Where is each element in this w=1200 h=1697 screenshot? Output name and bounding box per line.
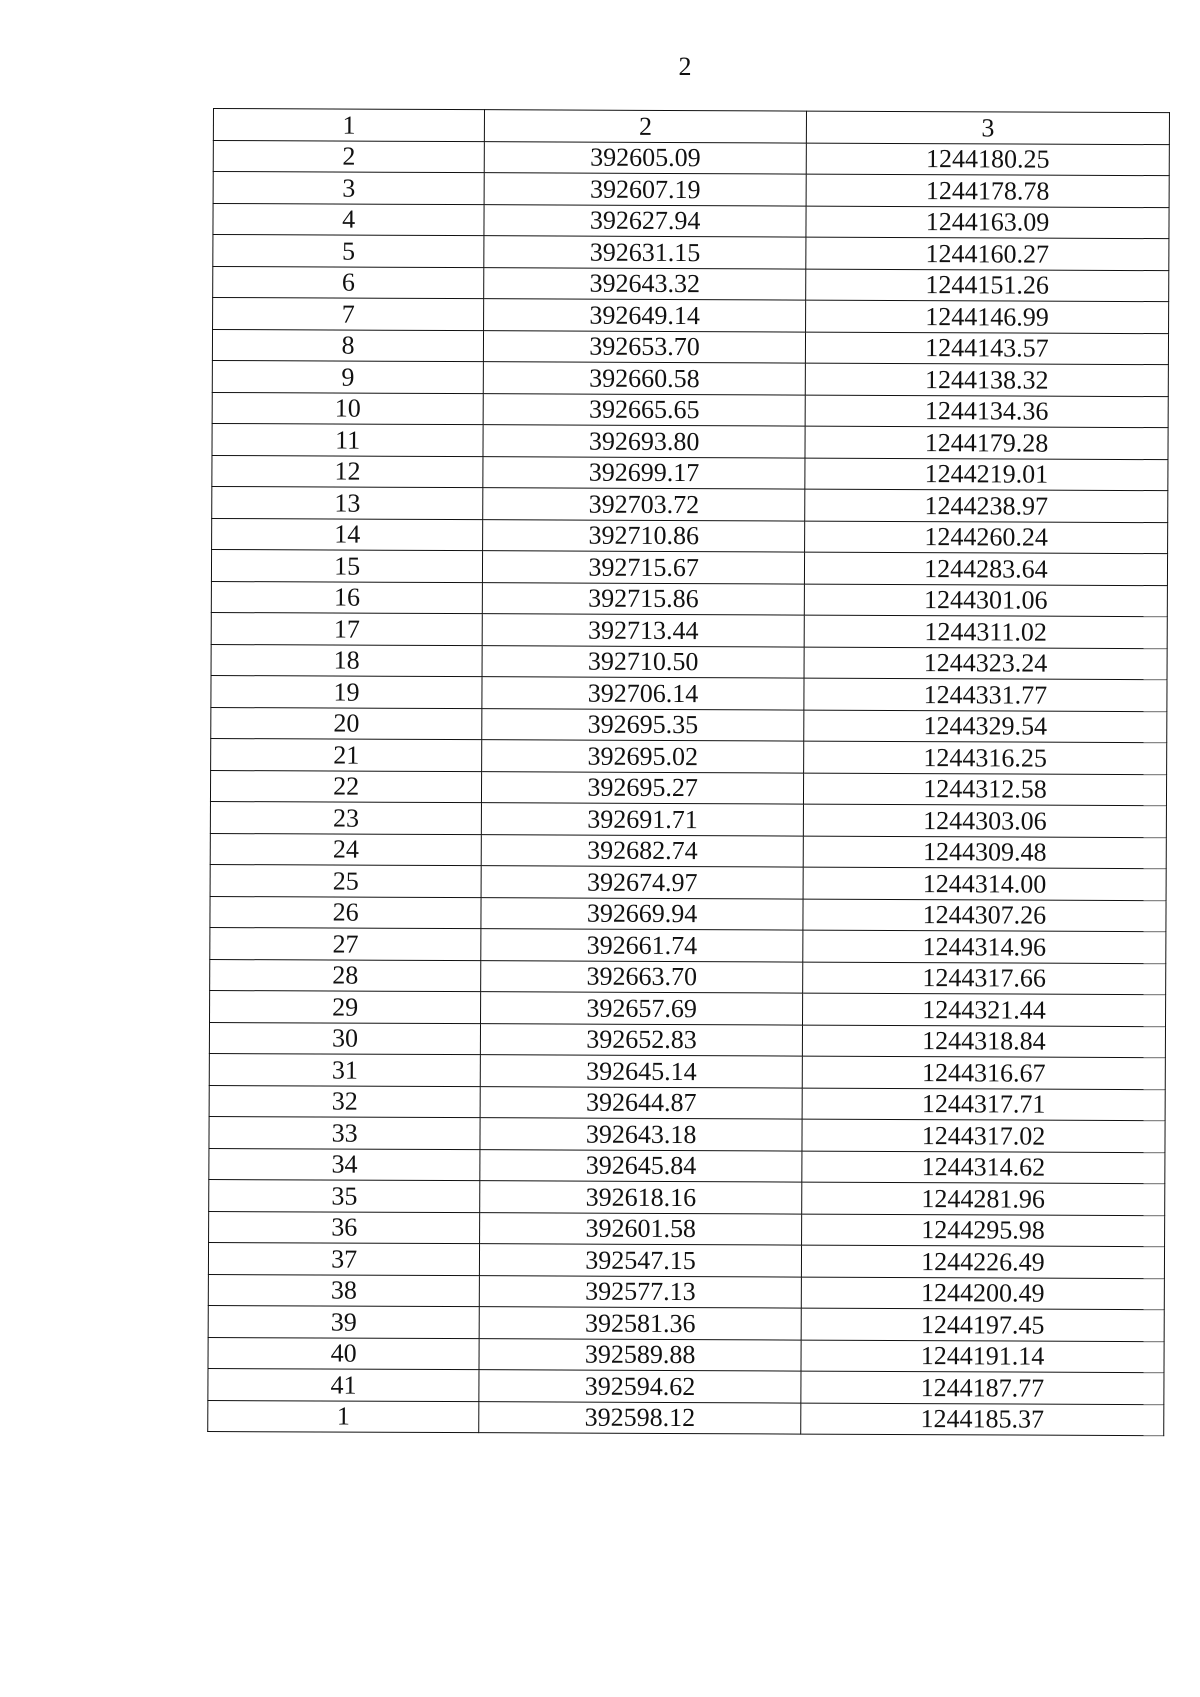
x-coordinate-cell: 392703.72 <box>483 488 805 521</box>
table-row <box>212 455 1168 491</box>
point-number-cell: 12 <box>212 455 483 488</box>
x-coordinate-cell: 392627.94 <box>484 204 806 237</box>
table-row <box>213 203 1169 239</box>
x-coordinate-cell: 392695.27 <box>482 771 804 804</box>
x-coordinate-cell: 392598.12 <box>479 1401 801 1434</box>
table-row <box>213 140 1169 176</box>
table-row <box>210 927 1166 963</box>
y-coordinate-cell: 1244226.49 <box>801 1245 1164 1278</box>
point-number-cell: 2 <box>213 140 484 173</box>
table-row <box>213 298 1169 334</box>
point-number-cell: 4 <box>213 203 484 236</box>
x-coordinate-cell: 392607.19 <box>484 173 806 206</box>
table-row <box>213 235 1169 271</box>
table-row <box>210 896 1166 932</box>
y-coordinate-cell: 1244314.96 <box>803 930 1166 963</box>
y-coordinate-cell: 1244331.77 <box>804 678 1167 711</box>
table-row <box>212 518 1168 554</box>
page-number: 2 <box>678 52 692 81</box>
x-coordinate-cell: 392715.67 <box>483 551 805 584</box>
x-coordinate-cell: 392657.69 <box>481 992 803 1025</box>
table-row <box>211 738 1167 774</box>
x-coordinate-cell: 392649.14 <box>484 299 806 332</box>
point-number-cell: 9 <box>212 360 483 393</box>
x-coordinate-cell: 392674.97 <box>481 866 803 899</box>
y-coordinate-cell: 1244329.54 <box>804 710 1167 743</box>
x-coordinate-cell: 392715.86 <box>483 582 805 615</box>
point-number-cell: 14 <box>212 518 483 551</box>
table-row <box>210 801 1166 837</box>
x-coordinate-cell: 392601.58 <box>480 1212 802 1245</box>
point-number-cell: 19 <box>211 675 482 708</box>
x-coordinate-cell: 392660.58 <box>484 362 806 395</box>
x-coordinate-cell: 392691.71 <box>482 803 804 836</box>
table-row <box>212 486 1168 522</box>
table-row <box>209 1022 1165 1058</box>
table-row <box>212 329 1168 365</box>
point-number-cell: 13 <box>212 486 483 519</box>
x-coordinate-cell: 392682.74 <box>481 834 803 867</box>
table-row <box>209 1211 1165 1247</box>
table-row <box>208 1400 1164 1436</box>
y-coordinate-cell: 1244160.27 <box>806 237 1169 270</box>
y-coordinate-cell: 1244316.25 <box>804 741 1167 774</box>
table-row <box>209 1179 1165 1215</box>
y-coordinate-cell: 1244317.71 <box>802 1088 1165 1121</box>
table-row <box>209 1085 1165 1121</box>
point-number-cell: 16 <box>211 581 482 614</box>
y-coordinate-cell: 1244303.06 <box>803 804 1166 837</box>
y-coordinate-cell: 1244260.24 <box>805 521 1168 554</box>
point-number-cell: 35 <box>209 1179 480 1212</box>
table-row <box>213 172 1169 208</box>
point-number-cell: 41 <box>208 1368 479 1401</box>
table-row <box>208 1242 1164 1278</box>
point-number-cell: 34 <box>209 1148 480 1181</box>
y-coordinate-cell: 1244185.37 <box>801 1403 1164 1436</box>
y-coordinate-cell: 1244146.99 <box>805 300 1168 333</box>
y-coordinate-cell: 1244143.57 <box>805 332 1168 365</box>
point-number-cell: 37 <box>208 1242 479 1275</box>
y-coordinate-cell: 1244316.67 <box>802 1056 1165 1089</box>
table-row <box>208 1337 1164 1373</box>
x-coordinate-cell: 392645.84 <box>480 1149 802 1182</box>
y-coordinate-cell: 1244219.01 <box>805 458 1168 491</box>
coordinates-table <box>207 108 1170 1436</box>
table-row <box>211 707 1167 743</box>
x-coordinate-cell: 392589.88 <box>479 1338 801 1371</box>
point-number-cell: 40 <box>208 1337 479 1370</box>
point-number-cell: 29 <box>210 990 481 1023</box>
x-coordinate-cell: 392706.14 <box>482 677 804 710</box>
table-row <box>212 360 1168 396</box>
y-coordinate-cell: 1244281.96 <box>802 1182 1165 1215</box>
point-number-cell: 18 <box>211 644 482 677</box>
x-coordinate-cell: 392577.13 <box>480 1275 802 1308</box>
point-number-cell: 23 <box>210 801 481 834</box>
x-coordinate-cell: 392644.87 <box>480 1086 802 1119</box>
x-coordinate-cell: 392661.74 <box>481 929 803 962</box>
x-coordinate-cell: 392643.18 <box>480 1118 802 1151</box>
x-coordinate-cell: 392653.70 <box>484 330 806 363</box>
point-number-cell: 6 <box>213 266 484 299</box>
point-number-cell: 26 <box>210 896 481 929</box>
y-coordinate-cell: 1244307.26 <box>803 899 1166 932</box>
y-coordinate-cell: 1244283.64 <box>804 552 1167 585</box>
point-number-cell: 31 <box>209 1053 480 1086</box>
y-coordinate-cell: 1244180.25 <box>806 143 1169 176</box>
point-number-cell: 39 <box>208 1305 479 1338</box>
x-coordinate-cell: 392618.16 <box>480 1181 802 1214</box>
point-number-cell: 30 <box>209 1022 480 1055</box>
table-row <box>212 392 1168 428</box>
y-coordinate-cell: 1244301.06 <box>804 584 1167 617</box>
x-coordinate-cell: 392594.62 <box>479 1370 801 1403</box>
y-coordinate-cell: 1244238.97 <box>805 489 1168 522</box>
point-number-cell: 11 <box>212 423 483 456</box>
table-row <box>209 1148 1165 1184</box>
table-row <box>211 549 1167 585</box>
x-coordinate-cell: 392631.15 <box>484 236 806 269</box>
y-coordinate-cell: 1244314.62 <box>802 1151 1165 1184</box>
y-coordinate-cell: 1244295.98 <box>801 1214 1164 1247</box>
point-number-cell: 7 <box>213 298 484 331</box>
x-coordinate-cell: 392645.14 <box>481 1055 803 1088</box>
point-number-cell: 33 <box>209 1116 480 1149</box>
y-coordinate-cell: 1244134.36 <box>805 395 1168 428</box>
y-coordinate-cell: 1244197.45 <box>801 1308 1164 1341</box>
y-coordinate-cell: 1244312.58 <box>803 773 1166 806</box>
y-coordinate-cell: 1244138.32 <box>805 363 1168 396</box>
table-row <box>210 770 1166 806</box>
y-coordinate-cell: 1244178.78 <box>806 174 1169 207</box>
y-coordinate-cell: 1244321.44 <box>802 993 1165 1026</box>
y-coordinate-cell: 1244191.14 <box>801 1340 1164 1373</box>
point-number-cell: 38 <box>208 1274 479 1307</box>
x-coordinate-cell: 392695.02 <box>482 740 804 773</box>
table-row <box>208 1305 1164 1341</box>
point-number-cell: 15 <box>211 549 482 582</box>
x-coordinate-cell: 392665.65 <box>483 393 805 426</box>
point-number-cell: 25 <box>210 864 481 897</box>
point-number-cell: 17 <box>211 612 482 645</box>
x-coordinate-cell: 392710.50 <box>482 645 804 678</box>
point-number-cell: 1 <box>208 1400 479 1433</box>
table-row <box>208 1368 1164 1404</box>
table-row <box>212 423 1168 459</box>
x-coordinate-cell: 392710.86 <box>483 519 805 552</box>
table-row <box>211 644 1167 680</box>
y-coordinate-cell: 1244200.49 <box>801 1277 1164 1310</box>
y-coordinate-cell: 1244311.02 <box>804 615 1167 648</box>
point-number-cell: 21 <box>211 738 482 771</box>
x-coordinate-cell: 392643.32 <box>484 267 806 300</box>
point-number-cell: 28 <box>210 959 481 992</box>
point-number-cell: 27 <box>210 927 481 960</box>
y-coordinate-cell: 1244317.02 <box>802 1119 1165 1152</box>
x-coordinate-cell: 392547.15 <box>480 1244 802 1277</box>
y-coordinate-cell: 1244151.26 <box>806 269 1169 302</box>
x-coordinate-cell: 392652.83 <box>481 1023 803 1056</box>
y-coordinate-cell: 1244317.66 <box>803 962 1166 995</box>
table-row <box>211 675 1167 711</box>
y-coordinate-cell: 1244163.09 <box>806 206 1169 239</box>
point-number-cell: 8 <box>212 329 483 362</box>
y-coordinate-cell: 1244323.24 <box>804 647 1167 680</box>
table-row <box>213 266 1169 302</box>
x-coordinate-cell: 392713.44 <box>482 614 804 647</box>
y-coordinate-cell: 1244314.00 <box>803 867 1166 900</box>
point-number-cell: 32 <box>209 1085 480 1118</box>
x-coordinate-cell: 392663.70 <box>481 960 803 993</box>
table-row <box>208 1274 1164 1310</box>
x-coordinate-cell: 392699.17 <box>483 456 805 489</box>
table-row <box>211 581 1167 617</box>
table-row <box>209 1116 1165 1152</box>
table-row <box>209 1053 1165 1089</box>
table-row <box>210 959 1166 995</box>
column-header-2: 2 <box>485 110 807 143</box>
point-number-cell: 22 <box>210 770 481 803</box>
point-number-cell: 3 <box>213 172 484 205</box>
y-coordinate-cell: 1244318.84 <box>802 1025 1165 1058</box>
column-header-3: 3 <box>806 111 1169 144</box>
point-number-cell: 20 <box>211 707 482 740</box>
column-header-1: 1 <box>213 109 484 142</box>
table-header-row <box>213 109 1169 145</box>
x-coordinate-cell: 392693.80 <box>483 425 805 458</box>
table-row <box>210 833 1166 869</box>
x-coordinate-cell: 392669.94 <box>481 897 803 930</box>
point-number-cell: 24 <box>210 833 481 866</box>
x-coordinate-cell: 392581.36 <box>479 1307 801 1340</box>
point-number-cell: 5 <box>213 235 484 268</box>
point-number-cell: 10 <box>212 392 483 425</box>
x-coordinate-cell: 392695.35 <box>482 708 804 741</box>
y-coordinate-cell: 1244309.48 <box>803 836 1166 869</box>
y-coordinate-cell: 1244187.77 <box>801 1371 1164 1404</box>
point-number-cell: 36 <box>209 1211 480 1244</box>
table-row <box>210 864 1166 900</box>
coordinates-table-body <box>208 109 1170 1436</box>
table-row <box>211 612 1167 648</box>
table-row <box>210 990 1166 1026</box>
y-coordinate-cell: 1244179.28 <box>805 426 1168 459</box>
x-coordinate-cell: 392605.09 <box>484 141 806 174</box>
